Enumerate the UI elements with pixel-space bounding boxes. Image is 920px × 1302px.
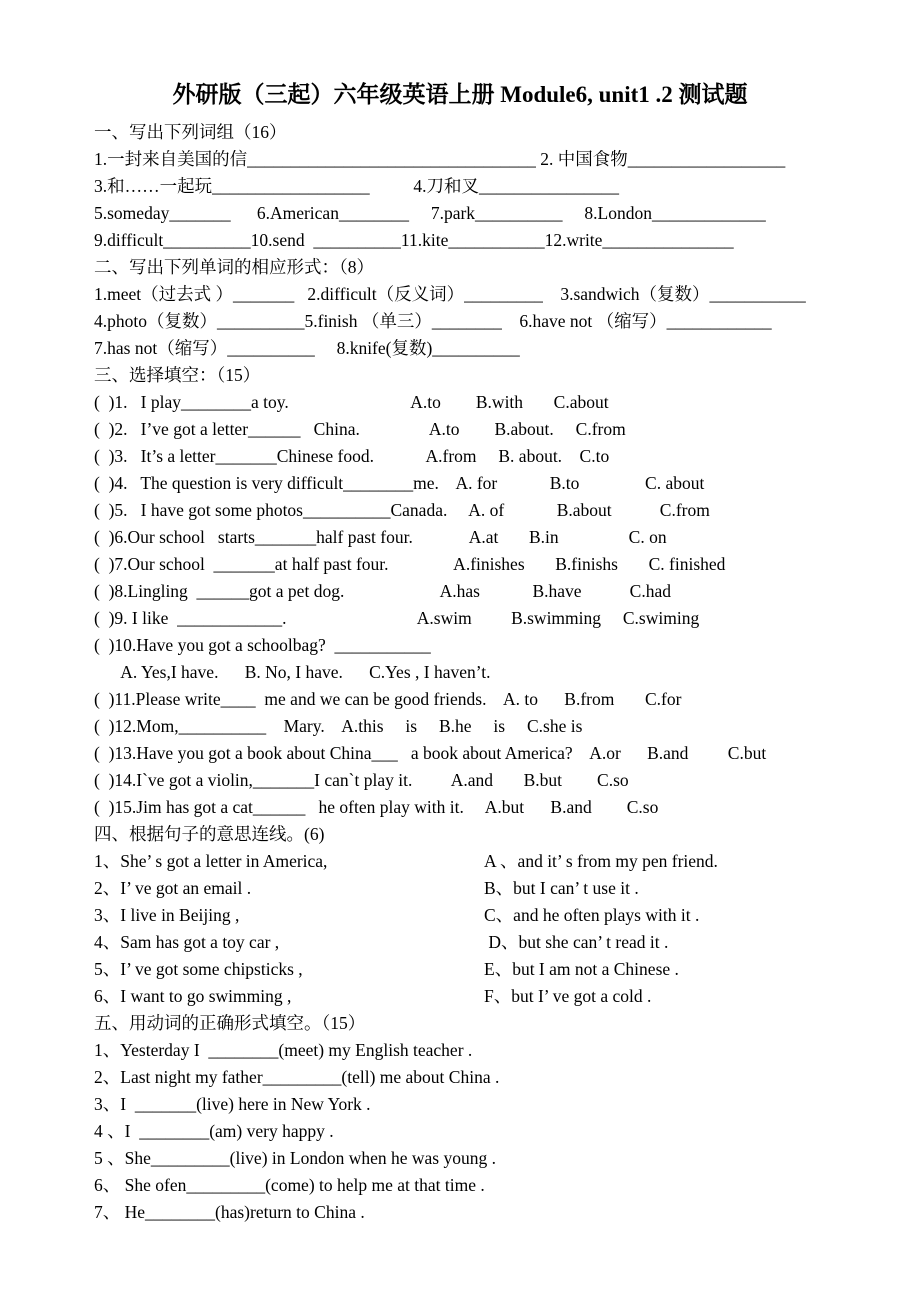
verb-fill-line: 4 、I ________(am) very happy . <box>94 1121 334 1141</box>
choice-item: ( )3. It’s a letter_______Chinese food. A.from B. about. C.to <box>94 446 610 466</box>
phrase-line: 9.difficult__________10.send __________11.kite___________12.write_______________ <box>94 230 734 250</box>
match-left-item: 2、I’ ve got an email . <box>94 878 252 898</box>
choice-item: ( )7.Our school _______at half past four. A.finishes B.finishs C. finished <box>94 554 726 574</box>
choice-item: ( )14.I`ve got a violin,_______I can`t play it. A.and B.but C.so <box>94 770 629 790</box>
match-row <box>94 848 870 875</box>
verb-fill-line: 3、I _______(live) here in New York . <box>94 1094 371 1114</box>
match-row <box>94 983 870 1010</box>
choice-item: ( )15.Jim has got a cat______ he often play with it. A.but B.and C.so <box>94 797 659 817</box>
choice-item: ( )8.Lingling ______got a pet dog. A.has B.have C.had <box>94 581 671 601</box>
choice-item: ( )10.Have you got a schoolbag? ___________ <box>94 635 431 655</box>
match-right-item: A 、and it’ s from my pen friend. <box>484 851 718 871</box>
choice-item: ( )6.Our school starts_______half past four. A.at B.in C. on <box>94 527 667 547</box>
match-right-item: B、but I can’ t use it . <box>484 878 639 898</box>
phrase-line: 1.一封来自美国的信_________________________________ 2. 中国食物__________________ <box>94 149 786 169</box>
match-left-item: 6、I want to go swimming , <box>94 986 292 1006</box>
section3-heading: 三、选择填空：（15） <box>94 365 261 385</box>
verb-fill-line: 5 、She_________(live) in London when he was young . <box>94 1148 496 1168</box>
match-row <box>94 956 870 983</box>
match-left-item: 4、Sam has got a toy car , <box>94 932 280 952</box>
match-row <box>94 929 870 956</box>
verb-fill-line: 7、 He________(has)return to China . <box>94 1202 365 1222</box>
section4-heading: 四、根据句子的意思连线。(6) <box>94 824 325 844</box>
match-right-item: C、and he often plays with it . <box>484 905 700 925</box>
choice-item: ( )2. I’ve got a letter______ China. A.to B.about. C.from <box>94 419 626 439</box>
choice-item-answers: A. Yes,I have. B. No, I have. C.Yes , I haven’t. <box>94 662 491 682</box>
section5-heading: 五、用动词的正确形式填空。（15） <box>94 1013 366 1033</box>
verb-fill-line: 2、Last night my father_________(tell) me about China . <box>94 1067 500 1087</box>
page-title: 外研版（三起）六年级英语上册 Module6, unit1 .2 测试题 <box>172 82 748 107</box>
match-right-item: F、but I’ ve got a cold . <box>484 986 652 1006</box>
verb-fill-line: 6、 She ofen_________(come) to help me at that time . <box>94 1175 485 1195</box>
choice-item: ( )11.Please write____ me and we can be good friends. A. to B.from C.for <box>94 689 682 709</box>
section1-heading: 一、写出下列词组（16） <box>94 122 287 142</box>
choice-item: ( )5. I have got some photos__________Canada. A. of B.about C.from <box>94 500 710 520</box>
verb-fill-line: 1、Yesterday I ________(meet) my English teacher . <box>94 1040 473 1060</box>
word-form-line: 1.meet（过去式 ）_______ 2.difficult（反义词）_________ 3.sandwich（复数）___________ <box>94 284 806 304</box>
phrase-line: 3.和……一起玩__________________ 4.刀和叉________________ <box>94 176 619 196</box>
match-left-item: 5、I’ ve got some chipsticks , <box>94 959 303 979</box>
match-right-item: D、but she can’ t read it . <box>484 932 669 952</box>
choice-item: ( )1. I play________a toy. A.to B.with C.about <box>94 392 609 412</box>
match-row <box>94 902 870 929</box>
page-content <box>0 109 920 1226</box>
choice-item: ( )4. The question is very difficult________me. A. for B.to C. about <box>94 473 705 493</box>
match-row <box>94 875 870 902</box>
choice-item: ( )13.Have you got a book about China___ a book about America? A.or B.and C.but <box>94 743 767 763</box>
choice-item: ( )9. I like ____________. A.swim B.swimming C.swiming <box>94 608 700 628</box>
phrase-line: 5.someday_______ 6.American________ 7.park__________ 8.London_____________ <box>94 203 766 223</box>
choice-item: ( )12.Mom,__________ Mary. A.this is B.he is C.she is <box>94 716 583 736</box>
word-form-line: 4.photo（复数）__________5.finish （单三）________ 6.have not （缩写）____________ <box>94 311 772 331</box>
word-form-line: 7.has not（缩写）__________ 8.knife(复数)__________ <box>94 338 520 358</box>
match-left-item: 3、I live in Beijing , <box>94 905 240 925</box>
section2-heading: 二、写出下列单词的相应形式：（8） <box>94 257 374 277</box>
match-right-item: E、but I am not a Chinese . <box>484 959 679 979</box>
match-left-item: 1、She’ s got a letter in America, <box>94 851 328 871</box>
